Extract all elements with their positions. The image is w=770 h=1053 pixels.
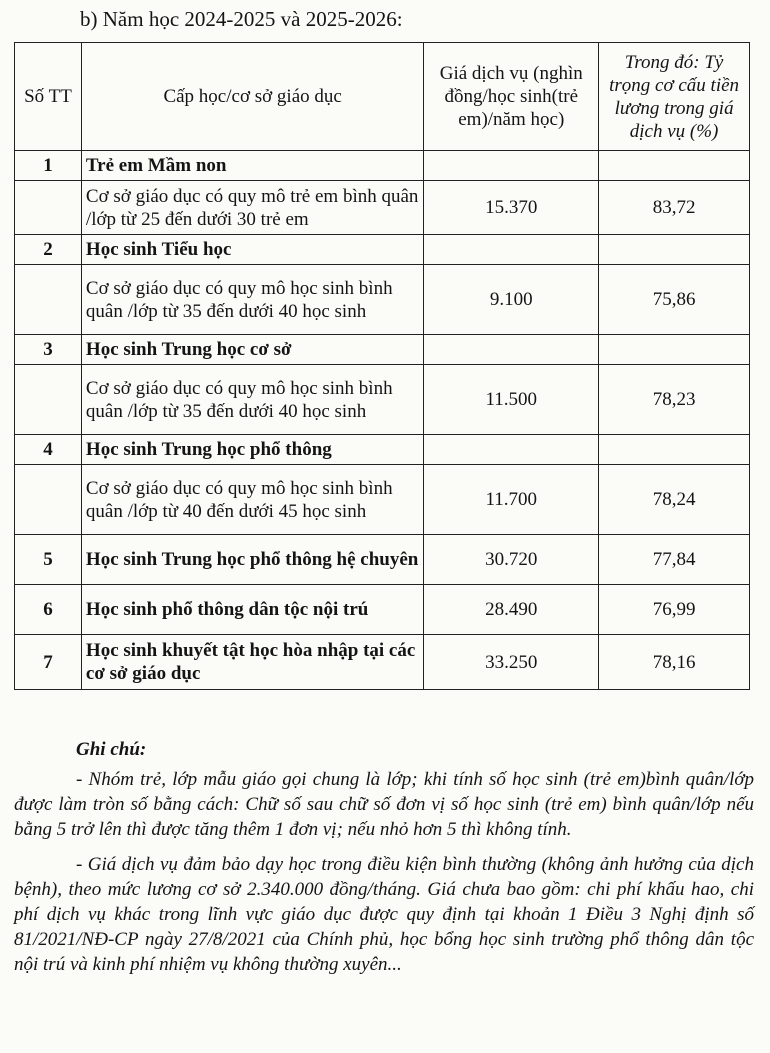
empty-cell bbox=[15, 265, 82, 335]
price-table bbox=[14, 42, 750, 690]
table-row bbox=[15, 465, 750, 535]
row-title: Học sinh Trung học phổ thông bbox=[81, 435, 423, 465]
header-price: Giá dịch vụ (nghìn đồng/học sinh(trẻ em)/năm học) bbox=[424, 43, 599, 151]
row-number: 4 bbox=[15, 435, 82, 465]
empty-cell bbox=[599, 151, 750, 181]
empty-cell bbox=[424, 235, 599, 265]
row-number: 1 bbox=[15, 151, 82, 181]
row-title: Học sinh phổ thông dân tộc nội trú bbox=[81, 585, 423, 635]
empty-cell bbox=[599, 435, 750, 465]
row-price: 33.250 bbox=[424, 635, 599, 690]
row-title: Học sinh Trung học cơ sở bbox=[81, 335, 423, 365]
row-price: 15.370 bbox=[424, 181, 599, 235]
row-number: 3 bbox=[15, 335, 82, 365]
row-ratio: 77,84 bbox=[599, 535, 750, 585]
row-description: Cơ sở giáo dục có quy mô học sinh bình quân /lớp từ 40 đến dưới 45 học sinh bbox=[81, 465, 423, 535]
header-level: Cấp học/cơ sở giáo dục bbox=[81, 43, 423, 151]
table-row bbox=[15, 235, 750, 265]
row-price: 11.700 bbox=[424, 465, 599, 535]
row-title: Trẻ em Mầm non bbox=[81, 151, 423, 181]
row-ratio: 78,23 bbox=[599, 365, 750, 435]
table-row bbox=[15, 535, 750, 585]
table-row bbox=[15, 585, 750, 635]
notes-section bbox=[14, 737, 754, 987]
row-ratio: 78,16 bbox=[599, 635, 750, 690]
row-price: 11.500 bbox=[424, 365, 599, 435]
row-ratio: 83,72 bbox=[599, 181, 750, 235]
row-title: Học sinh khuyết tật học hòa nhập tại các cơ sở giáo dục bbox=[81, 635, 423, 690]
empty-cell bbox=[599, 335, 750, 365]
row-description: Cơ sở giáo dục có quy mô học sinh bình quân /lớp từ 35 đến dưới 40 học sinh bbox=[81, 365, 423, 435]
row-number: 2 bbox=[15, 235, 82, 265]
notes-title: Ghi chú: bbox=[76, 739, 147, 760]
table-row bbox=[15, 335, 750, 365]
row-title: Học sinh Trung học phổ thông hệ chuyên bbox=[81, 535, 423, 585]
table-row bbox=[15, 365, 750, 435]
table-row bbox=[15, 435, 750, 465]
note-paragraph: - Giá dịch vụ đảm bảo dạy học trong điều kiện bình thường (không ảnh hưởng của dịch bệnh), theo mức lương cơ sở 2.340.000 đồng/tháng. Giá chưa bao gồm: chi phí khấu hao, chi phí dịch vụ khác trong lĩnh vực giáo dục được quy định tại khoản 1 Điều 3 Nghị định số 81/2021/NĐ-CP ngày 27/8/2021 của Chính phủ, học bổng học sinh trường phổ thông dân tộc nội trú và kinh phí nhiệm vụ không thường xuyên... bbox=[14, 854, 754, 975]
row-number: 5 bbox=[15, 535, 82, 585]
row-ratio: 78,24 bbox=[599, 465, 750, 535]
row-number: 6 bbox=[15, 585, 82, 635]
table-row bbox=[15, 265, 750, 335]
header-stt: Số TT bbox=[15, 43, 82, 151]
table-row bbox=[15, 151, 750, 181]
empty-cell bbox=[424, 335, 599, 365]
empty-cell bbox=[599, 235, 750, 265]
table-row bbox=[15, 635, 750, 690]
row-price: 30.720 bbox=[424, 535, 599, 585]
row-number: 7 bbox=[15, 635, 82, 690]
empty-cell bbox=[424, 435, 599, 465]
empty-cell bbox=[15, 365, 82, 435]
table-header-row bbox=[15, 43, 750, 151]
row-description: Cơ sở giáo dục có quy mô học sinh bình quân /lớp từ 35 đến dưới 40 học sinh bbox=[81, 265, 423, 335]
header-ratio: Trong đó: Tỷ trọng cơ cấu tiền lương trong giá dịch vụ (%) bbox=[599, 43, 750, 151]
row-ratio: 75,86 bbox=[599, 265, 750, 335]
row-description: Cơ sở giáo dục có quy mô trẻ em bình quân /lớp từ 25 đến dưới 30 trẻ em bbox=[81, 181, 423, 235]
row-ratio: 76,99 bbox=[599, 585, 750, 635]
row-price: 9.100 bbox=[424, 265, 599, 335]
row-title: Học sinh Tiểu học bbox=[81, 235, 423, 265]
empty-cell bbox=[424, 151, 599, 181]
section-heading: b) Năm học 2024-2025 và 2025-2026: bbox=[80, 7, 403, 31]
note-paragraph: - Nhóm trẻ, lớp mẫu giáo gọi chung là lớp; khi tính số học sinh (trẻ em)bình quân/lớp được làm tròn số bằng cách: Chữ số sau chữ số đơn vị số học sinh (trẻ em) bình quân/lớp nếu bằng 5 trở lên thì được tăng thêm 1 đơn vị; nếu nhỏ hơn 5 thì không tính. bbox=[14, 769, 754, 840]
table-row bbox=[15, 181, 750, 235]
row-price: 28.490 bbox=[424, 585, 599, 635]
empty-cell bbox=[15, 181, 82, 235]
empty-cell bbox=[15, 465, 82, 535]
